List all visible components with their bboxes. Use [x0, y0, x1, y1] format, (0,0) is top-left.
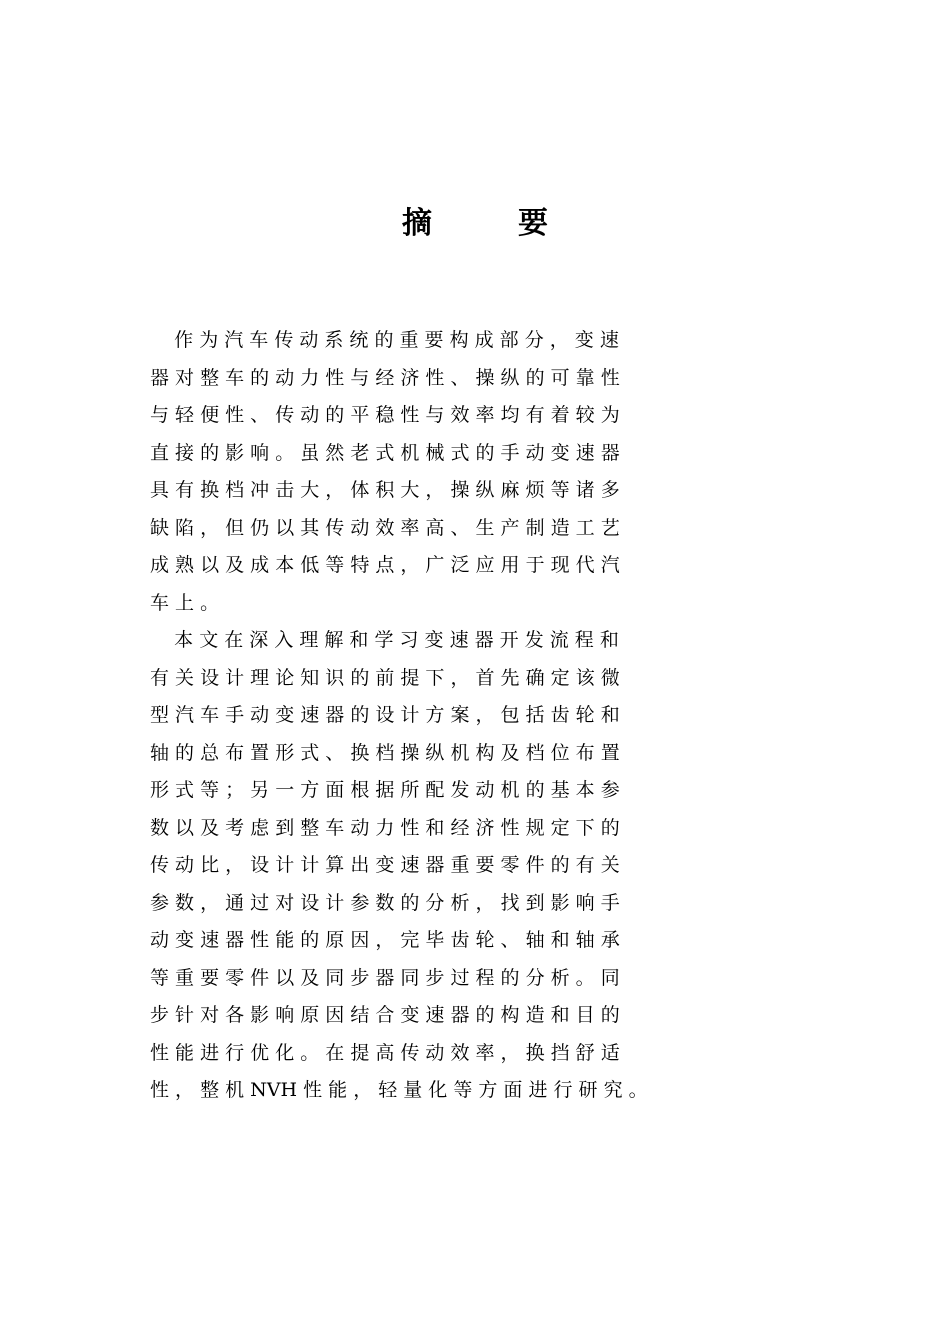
text-line: 轴 的 总 布 置 形 式 、 换 档 操 纵 机 构 及 档 位 布 置: [150, 741, 620, 764]
text-line: 数 以 及 考 虑 到 整 车 动 力 性 和 经 济 性 规 定 下 的: [150, 816, 620, 839]
text-line: 成 熟 以 及 成 本 低 等 特 点 ， 广 泛 应 用 于 现 代 汽: [150, 554, 620, 576]
text-line: 作 为 汽 车 传 动 系 统 的 重 要 构 成 部 分 ， 变 速: [150, 329, 619, 351]
text-line: 参 数 ， 通 过 对 设 计 参 数 的 分 析 ， 找 到 影 响 手: [150, 891, 620, 914]
text-line: 本 文 在 深 入 理 解 和 学 习 变 速 器 开 发 流 程 和: [150, 629, 619, 651]
text-line: 型 汽 车 手 动 变 速 器 的 设 计 方 案 ， 包 括 齿 轮 和: [150, 704, 620, 726]
text-line: 动 变 速 器 性 能 的 原 因 ， 完 毕 齿 轮 、 轴 和 轴 承: [150, 929, 620, 951]
text-line: 步 针 对 各 影 响 原 因 结 合 变 速 器 的 构 造 和 目 的: [150, 1004, 620, 1026]
text-line: 缺 陷 ， 但 仍 以 其 传 动 效 率 高 、 生 产 制 造 工 艺: [150, 516, 620, 539]
text-line: 性 ， 整 机 NVH 性 能 ， 轻 量 化 等 方 面 进 行 研 究 。: [150, 1079, 648, 1101]
text-line: 具 有 换 档 冲 击 大 ， 体 积 大 ， 操 纵 麻 烦 等 诸 多: [150, 479, 620, 501]
text-line: 形 式 等 ； 另 一 方 面 根 据 所 配 发 动 机 的 基 本 参: [150, 779, 620, 801]
page-title: 摘 要: [402, 206, 576, 241]
text-line: 直 接 的 影 响 。 虽 然 老 式 机 械 式 的 手 动 变 速 器: [150, 441, 620, 464]
text-line: 车 上 。: [150, 591, 220, 614]
text-line: 有 关 设 计 理 论 知 识 的 前 提 下 ， 首 先 确 定 该 微: [150, 666, 620, 689]
text-line: 器 对 整 车 的 动 力 性 与 经 济 性 、 操 纵 的 可 靠 性: [150, 366, 620, 389]
text-line: 等 重 要 零 件 以 及 同 步 器 同 步 过 程 的 分 析 。 同: [150, 966, 620, 989]
text-line: 传 动 比 ， 设 计 计 算 出 变 速 器 重 要 零 件 的 有 关: [150, 854, 620, 876]
text-line: 与 轻 便 性 、 传 动 的 平 稳 性 与 效 率 均 有 着 较 为: [150, 404, 620, 426]
text-line: 性 能 进 行 优 化 。 在 提 高 传 动 效 率 ， 换 挡 舒 适: [150, 1041, 620, 1064]
abstract-body: [150, 322, 790, 1110]
